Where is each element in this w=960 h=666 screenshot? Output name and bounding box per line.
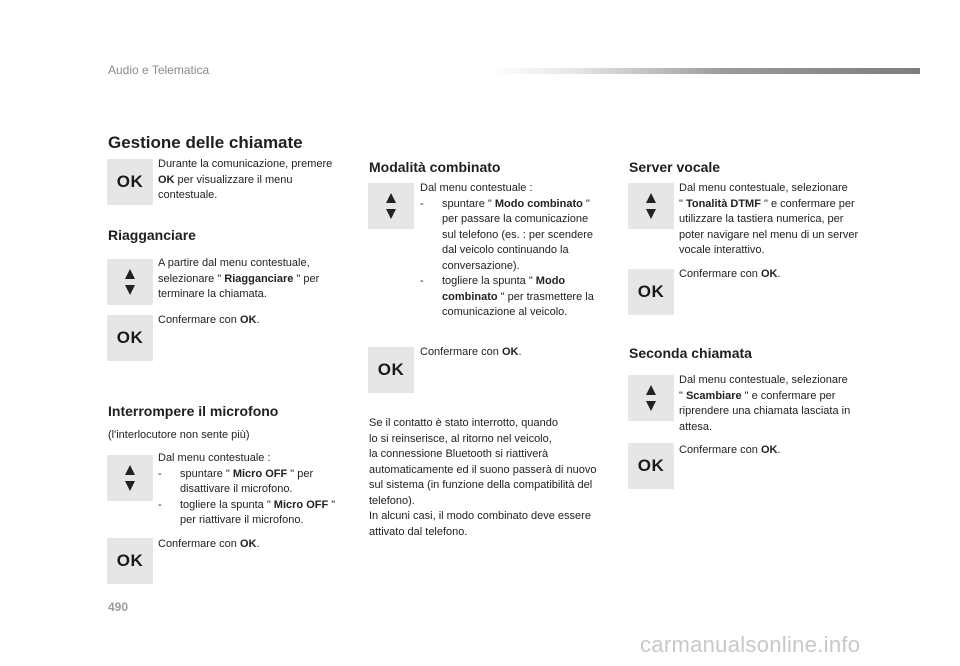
hang-up-text: A partire dal menu contestuale, selezionare " Riagganciare " per terminare la chiamata. xyxy=(158,257,320,300)
ok-key-icon: OK xyxy=(107,315,153,361)
watermark: carmanualsonline.info xyxy=(640,632,861,657)
up-down-arrows-icon xyxy=(107,455,153,501)
second-call-text: Dal menu contestuale, selezionare " Scambiare " e confermare per riprendere una chiamata lasciata in attesa. xyxy=(679,374,851,433)
up-down-arrows-icon xyxy=(107,259,153,305)
second-call-confirm: Confermare con OK. xyxy=(679,444,781,456)
mute-note: (l'interlocutore non sente più) xyxy=(108,429,250,441)
section-title-voice-server: Server vocale xyxy=(629,159,721,175)
ok-key-icon: OK xyxy=(107,538,153,584)
up-down-arrows-icon xyxy=(368,183,414,229)
intro-text: Durante la comunicazione, premere OK per visualizzare il menu contestuale. xyxy=(158,158,333,201)
combined-mode-text: Dal menu contestuale : - spuntare " Modo combinato " per passare la comunicazione sul telefono (es. : per scendere dal veicolo continuando la conversazione). - togliere la spunta " Modo combinato " per trasmettere la comunicazione al veicolo. xyxy=(420,182,594,318)
combined-mode-note: Se il contatto è stato interrotto, quando lo si reinserisce, al ritorno nel veicolo, la connessione Bluetooth si riattiverà automaticamente ed il suono passerà di nuovo sul sistema (in funzione della compatibilità del telefono). In alcuni casi, il modo combinato deve essere attivato dal telefono. xyxy=(369,417,597,538)
ok-key-icon: OK xyxy=(628,269,674,315)
up-down-arrows-icon xyxy=(628,375,674,421)
section-title-combined-mode: Modalità combinato xyxy=(369,159,501,175)
voice-server-text: Dal menu contestuale, selezionare " Tonalità DTMF " e confermare per utilizzare la tastiera numerica, per poter navigare nel menu di un server vocale interattivo. xyxy=(679,182,859,256)
mute-confirm: Confermare con OK. xyxy=(158,538,260,550)
section-title-call-management: Gestione delle chiamate xyxy=(108,133,303,152)
hang-up-confirm: Confermare con OK. xyxy=(158,314,260,326)
ok-key-icon: OK xyxy=(368,347,414,393)
ok-key-icon: OK xyxy=(107,159,153,205)
header-bar xyxy=(490,68,920,74)
mute-text: Dal menu contestuale : - spuntare " Micro OFF " per disattivare il microfono. - togliere la spunta " Micro OFF " per riattivare il microfono. xyxy=(158,452,336,526)
up-down-arrows-icon xyxy=(628,183,674,229)
section-title-mute: Interrompere il microfono xyxy=(108,403,279,419)
combined-mode-confirm: Confermare con OK. xyxy=(420,346,522,358)
header-title: Audio e Telematica xyxy=(108,63,210,77)
section-title-second-call: Seconda chiamata xyxy=(629,345,752,361)
page-number: 490 xyxy=(108,600,129,614)
voice-server-confirm: Confermare con OK. xyxy=(679,268,781,280)
section-title-hang-up: Riagganciare xyxy=(108,227,196,243)
ok-key-icon: OK xyxy=(628,443,674,489)
